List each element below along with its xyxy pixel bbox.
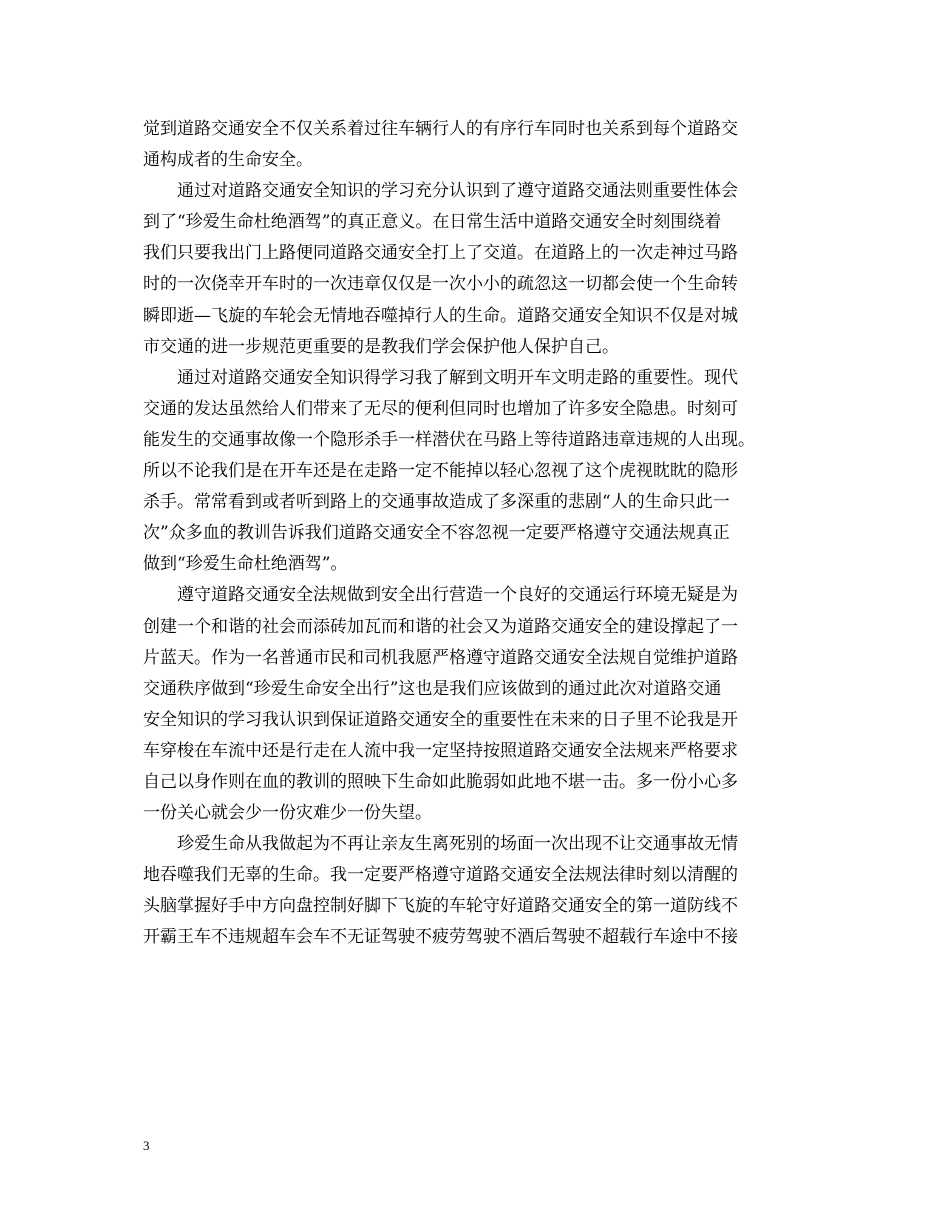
text-line: 片蓝天。作为一名普通市民和司机我愿严格遵守道路交通安全法规自觉维护道路 [143, 647, 738, 668]
body-text [143, 114, 815, 954]
text-line: 觉到道路交通安全不仅关系着过往车辆行人的有序行车同时也关系到每个道路交 [143, 119, 738, 139]
text-line: 地吞噬我们无辜的生命。我一定要严格遵守道路交通安全法规法律时刻以清醒的 [143, 865, 738, 886]
text-line: 一份关心就会少一份灾难少一份失望。 [143, 803, 432, 824]
text-line: 安全知识的学习我认识到保证道路交通安全的重要性在未来的日子里不论我是开 [143, 709, 738, 730]
text-line: 开霸王车不违规超车会车不无证驾驶不疲劳驾驶不酒后驾驶不超载行车途中不接 [143, 927, 738, 948]
text-line: 杀手。常常看到或者听到路上的交通事故造成了多深重的悲剧“人的生命只此一 [143, 492, 730, 513]
text-line: 所以不论我们是在开车还是在走路一定不能掉以轻心忽视了这个虎视眈眈的隐形 [143, 461, 738, 482]
text-line: 时的一次侥幸开车时的一次违章仅仅是一次小小的疏忽这一切都会使一个生命转 [143, 274, 738, 295]
text-line: 通过对道路交通安全知识的学习充分认识到了遵守道路交通法则重要性体会 [143, 181, 738, 202]
text-line: 次”众多血的教训告诉我们道路交通安全不容忽视一定要严格遵守交通法规真正 [143, 523, 730, 544]
text-line: 交通的发达虽然给人们带来了无尽的便利但同时也增加了许多安全隐患。时刻可 [143, 398, 738, 419]
text-line: 交通秩序做到“珍爱生命安全出行”这也是我们应该做到的通过此次对道路交通 [143, 678, 722, 699]
text-line: 我们只要我出门上路便同道路交通安全打上了交道。在道路上的一次走神过马路 [143, 243, 738, 264]
text-line: 自己以身作则在血的教训的照映下生命如此脆弱如此地不堪一击。多一份小心多 [143, 771, 738, 792]
text-line: 遵守道路交通安全法规做到安全出行营造一个良好的交通运行环境无疑是为 [143, 585, 738, 606]
text-line: 做到“珍爱生命杜绝酒驾”。 [143, 554, 348, 575]
text-line: 瞬即逝—飞旋的车轮会无情地吞噬掉行人的生命。道路交通安全知识不仅是对城 [143, 305, 738, 326]
text-line: 头脑掌握好手中方向盘控制好脚下飞旋的车轮守好道路交通安全的第一道防线不 [143, 896, 738, 917]
page-number: 3 [143, 1138, 150, 1153]
text-line: 珍爱生命从我做起为不再让亲友生离死别的场面一次出现不让交通事故无情 [143, 834, 738, 855]
text-line: 创建一个和谐的社会而添砖加瓦而和谐的社会又为道路交通安全的建设撑起了一 [143, 616, 738, 637]
text-line: 市交通的进一步规范更重要的是教我们学会保护他人保护自己。 [143, 336, 619, 357]
text-line: 通构成者的生命安全。 [143, 150, 313, 171]
text-line: 车穿梭在车流中还是行走在人流中我一定坚持按照道路交通安全法规来严格要求 [143, 740, 738, 761]
text-line: 到了“珍爱生命杜绝酒驾”的真正意义。在日常生活中道路交通安全时刻围绕着 [143, 212, 722, 233]
text-line: 通过对道路交通安全知识得学习我了解到文明开车文明走路的重要性。现代 [143, 367, 738, 388]
text-line: 能发生的交通事故像一个隐形杀手一样潜伏在马路上等待道路违章违规的人出现。 [143, 429, 755, 450]
